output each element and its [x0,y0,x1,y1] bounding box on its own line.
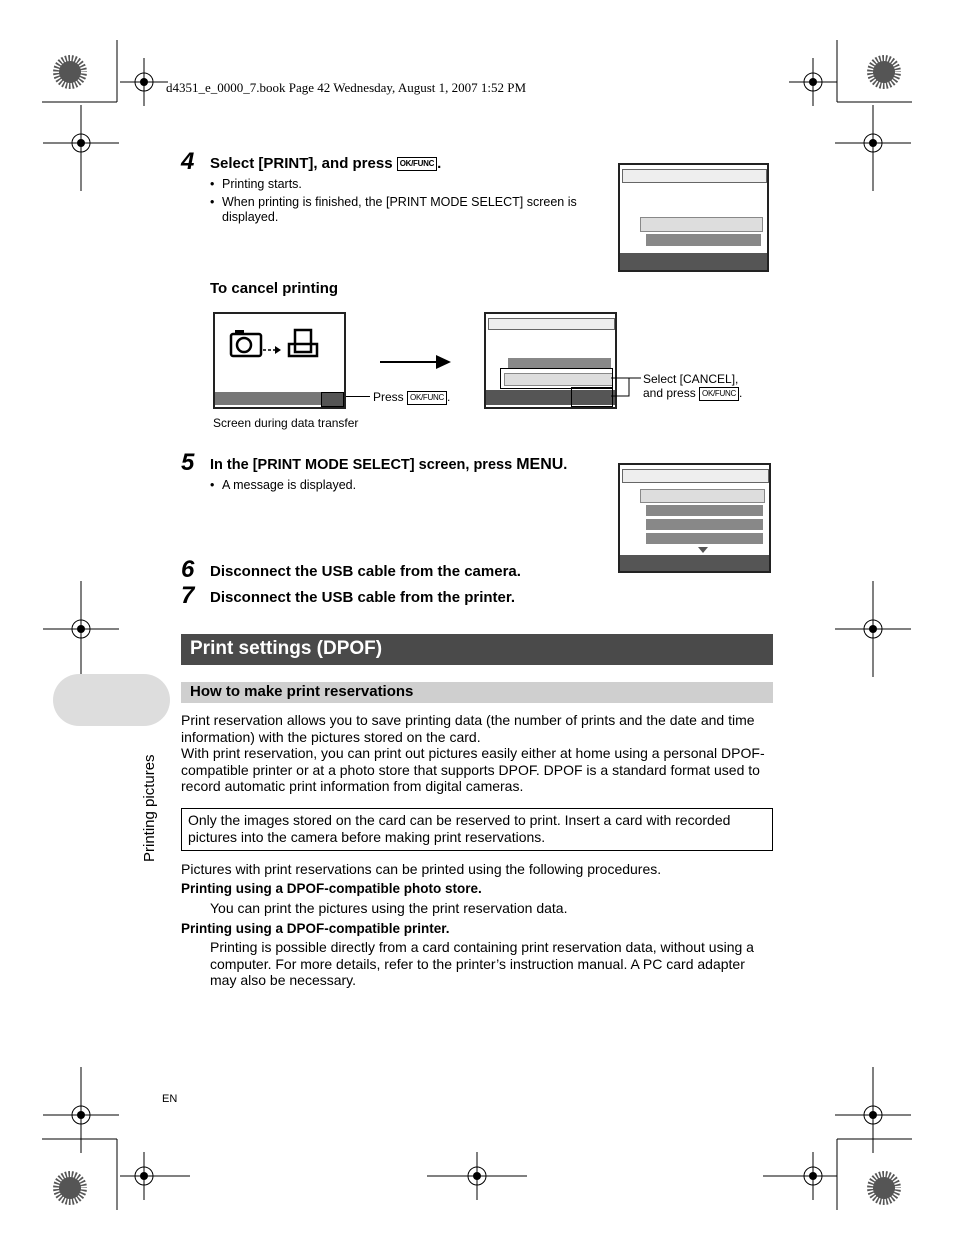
subsection-title: How to make print reservations [181,682,773,703]
bullet-item: • A message is displayed. [210,478,357,492]
bullet-item: • When printing is finished, the [PRINT MODE SELECT] screen is displayed. [210,195,577,224]
step-bullet-list [210,478,356,493]
lcd-menu-item [646,505,763,516]
camera-to-printer-icon [229,326,329,362]
lcd-print-screen [618,163,769,272]
intro-paragraph: With print reservation, you can print out pictures easily either at home using a personal DPOF-compatible printer or at a photo store that supports DPOF. DPOF is a standard format used to record automatic print information from digital cameras. [181,745,765,794]
note-box: Only the images stored on the card can be reserved to print. Insert a card with recorded pictures into the camera before making print reservations. [181,808,773,851]
intro-paragraph: Print reservation allows you to save printing data (the number of prints and the date and time information) with the pictures stored on the card. [181,712,755,745]
lcd-menu-item [646,533,763,544]
chapter-tab-label: Printing pictures [141,754,158,862]
section-title: Print settings (DPOF) [181,634,773,665]
book-header: d4351_e_0000_7.book Page 42 Wednesday, August 1, 2007 1:52 PM [166,80,527,95]
method-text: You can print the pictures using the print reservation data. [210,900,568,916]
lcd-ok-icon [321,392,344,407]
lcd-menu-item [640,489,765,503]
highlight-ok-box [571,387,613,407]
lcd-title-bar [488,318,615,330]
lcd-transfer-screen [213,312,346,409]
bullet-item: • Printing starts. [210,177,302,191]
step-title [210,155,441,172]
lcd-menu-item [640,217,763,232]
ok-func-button-icon: OK/FUNC [699,387,739,401]
step-number: 6 [181,556,195,583]
callout-line [346,396,370,397]
press-label: Press OK/FUNC . [373,390,451,404]
method-text: Printing is possible directly from a card containing print reservation data, without using a computer. For more details, refer to the printer’s instruction manual. A PC card adapter may also be necessary. [210,939,754,988]
lcd-title-bar [622,169,767,183]
lcd-title-bar [622,469,769,483]
step-title-text: Select [PRINT], and press [210,155,393,172]
lcd-print-mode-select-screen [618,463,771,573]
step-title: Disconnect the USB cable from the printer. [210,589,516,606]
ok-func-button-icon: OK/FUNC [397,157,437,171]
transfer-caption: Screen during data transfer [213,416,359,430]
cancel-heading: To cancel printing [210,280,339,297]
lcd-button-guide [620,555,769,571]
ok-func-button-icon: OK/FUNC [407,391,447,405]
scroll-down-icon [698,547,708,553]
menu-button-label: MENU [516,456,564,473]
language-code: EN [162,1093,178,1105]
lcd-button-guide [620,253,767,270]
procedures-intro: Pictures with print reservations can be printed using the following procedures. [181,861,662,877]
callout-bracket [611,376,643,400]
select-cancel-label: Select [CANCEL], and press OK/FUNC . [643,372,743,400]
step-title: In the [PRINT MODE SELECT] screen, press MENU. [210,456,568,473]
step-number: 4 [181,148,195,175]
step-number: 5 [181,449,195,476]
lcd-menu-item [646,519,763,530]
lcd-menu-item [646,234,761,246]
chapter-tab [53,674,170,726]
method-title: Printing using a DPOF-compatible printer. [181,921,450,936]
arrow-right-icon [378,352,454,372]
highlight-cancel-box [500,368,613,389]
step-title-end: . [437,155,442,172]
method-title: Printing using a DPOF-compatible photo store. [181,881,482,896]
step-title: Disconnect the USB cable from the camera. [210,563,521,580]
step-bullet-list [210,177,605,225]
step-number: 7 [181,582,195,609]
